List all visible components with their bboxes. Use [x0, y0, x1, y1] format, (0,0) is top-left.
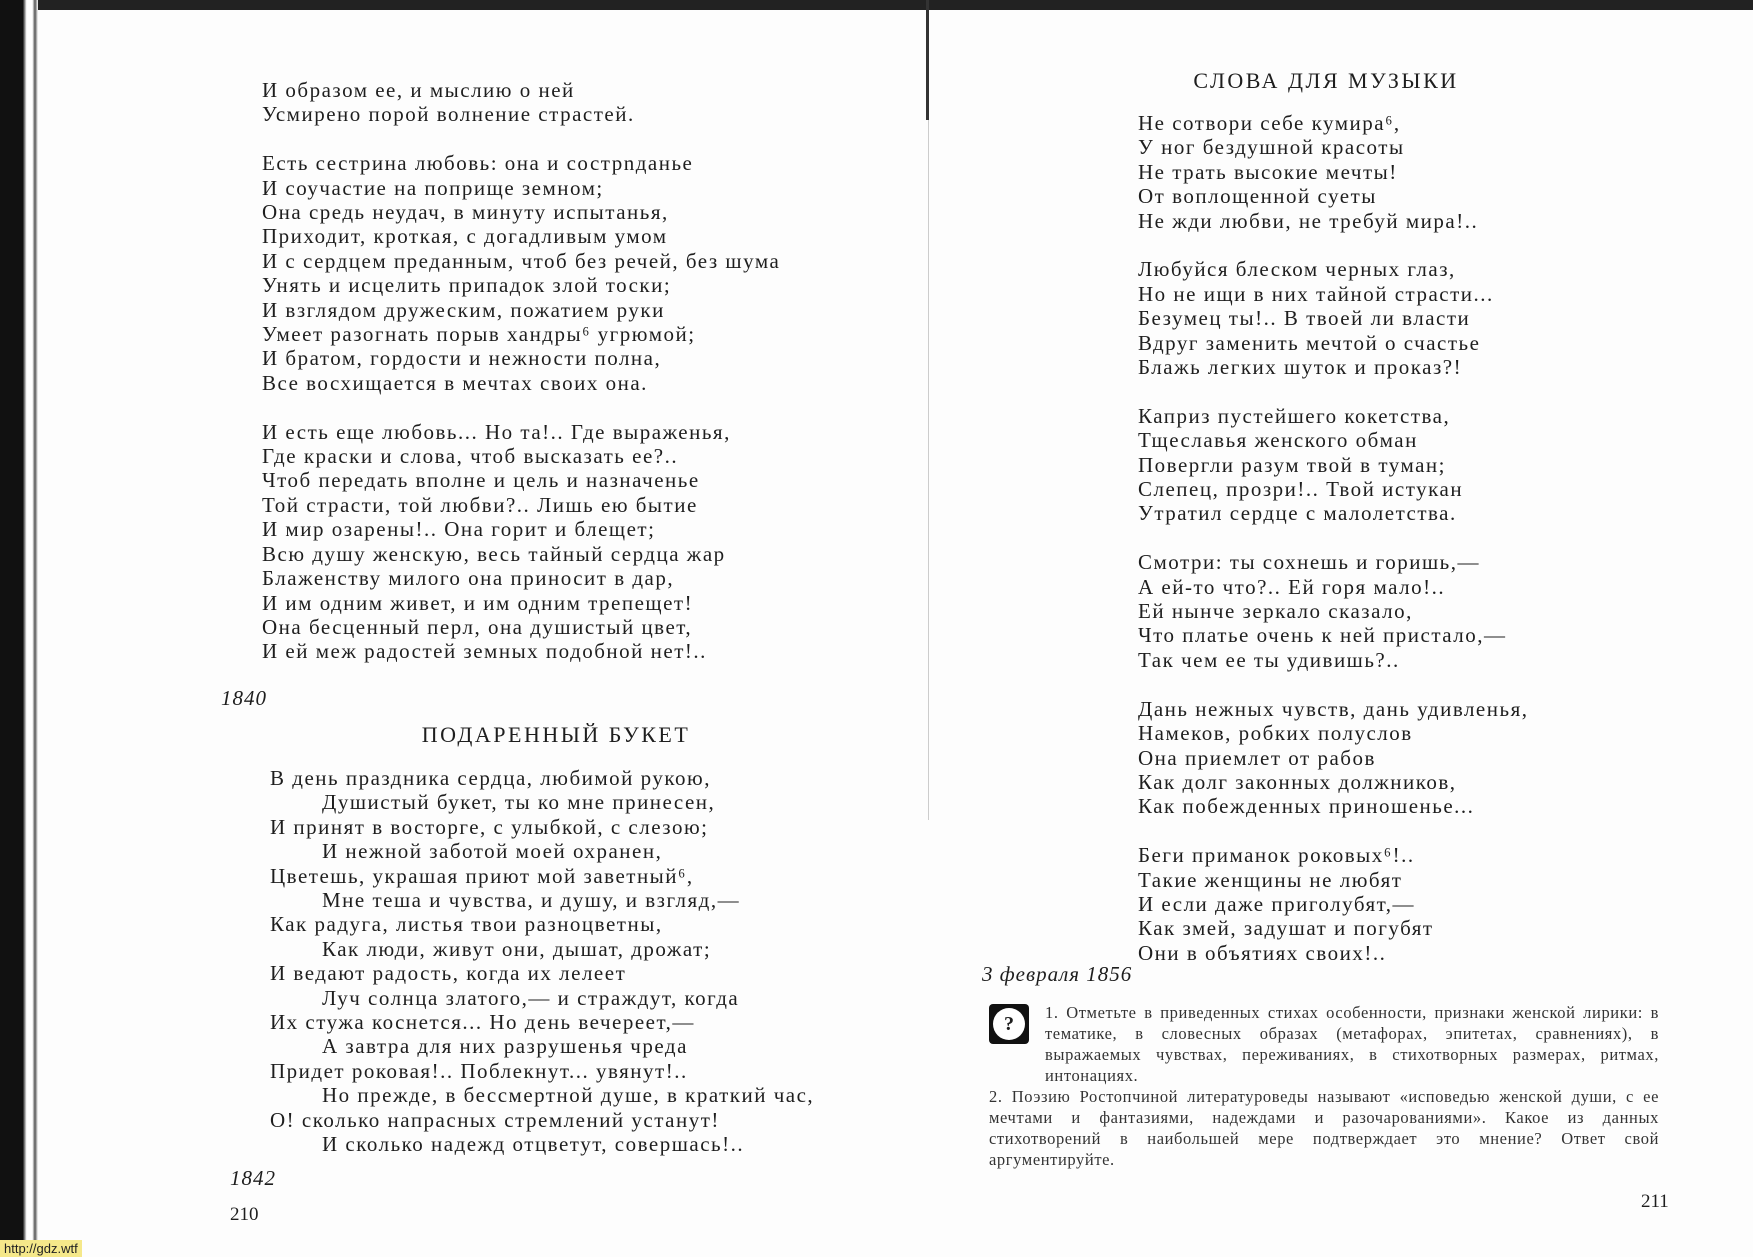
stanza	[262, 420, 780, 664]
verse-line: А ей-то что?.. Ей горя мало!..	[1138, 574, 1446, 599]
scan-left-edge	[0, 0, 38, 1240]
verse-line: Мне теша и чувства, и душу, и взгляд,—	[322, 888, 741, 913]
verse-line: Но не ищи в них тайной страсти...	[1138, 281, 1494, 306]
verse-line: Такие женщины не любят	[1138, 867, 1403, 892]
verse-line: Намеков, робких полуслов	[1138, 721, 1413, 746]
verse-line: И соучастие на поприще земном;	[262, 175, 604, 200]
verse-line: А завтра для них разрушенья чреда	[322, 1034, 688, 1059]
page-number-left: 210	[230, 1204, 259, 1225]
verse-line: И образом ее, и мыслию о ней	[262, 78, 575, 102]
verse-line: И братом, гордости и нежности полна,	[262, 346, 662, 371]
verse-line: Что платье очень к ней пристало,—	[1138, 623, 1507, 648]
verse-line: Их стужа коснется... Но день вечереет,—	[270, 1010, 695, 1035]
verse-line: Как побежденных приношенье...	[1138, 794, 1475, 819]
stanza	[1138, 697, 1528, 819]
verse-line: Вдруг заменить мечтой о счастье	[1138, 330, 1481, 355]
verse-line: Любуйся блеском черных глаз,	[1138, 257, 1456, 282]
verse-line: Цветешь, украшая приют мой заветный⁶,	[270, 863, 694, 888]
verse-line: У ног бездушной красоты	[1138, 135, 1405, 160]
poem-3-body	[1138, 111, 1528, 990]
verse-line: Придет роковая!.. Поблекнут... увянут!..	[270, 1058, 688, 1083]
verse-line: Умеет разогнать порыв хандры⁶ угрюмой;	[262, 322, 696, 347]
verse-line: Душистый букет, ты ко мне принесен,	[322, 790, 716, 815]
verse-line: Не трать высокие мечты!	[1138, 159, 1398, 184]
page-gutter-line	[928, 120, 929, 820]
verse-line: О! сколько напрасных стремлений устанут!	[270, 1107, 720, 1132]
verse-line: Так чем ее ты удивишь?..	[1138, 647, 1400, 672]
verse-line: Луч солнца златого,— и страждут, когда	[322, 985, 740, 1010]
stanza	[1138, 257, 1528, 379]
verse-line: Ей нынче зеркало сказало,	[1138, 599, 1413, 624]
verse-line: И есть еще любовь... Но та!.. Где выраженья,	[262, 419, 731, 444]
question-2: 2. Поэзию Ростопчиной литературоведы называют «исповедью женской души, с ее мечтами и фантазиями, надеждами и разочарованиями». Какое из данных стихотворений в наибольшей мере подтверждает это мнение? Ответ свой аргументируйте.	[989, 1087, 1659, 1169]
verse-line: И нежной заботой моей охранен,	[322, 839, 663, 864]
verse-line: Не сотвори себе кумира⁶,	[1138, 111, 1401, 135]
poem-2-date: 1842	[230, 1166, 276, 1190]
verse-line: Она приемлет от рабов	[1138, 745, 1376, 770]
verse-line: Не жди любви, не требуй мира!..	[1138, 208, 1479, 233]
watermark: http://gdz.wtf	[0, 1240, 82, 1257]
verse-line: Она бесценный перл, она душистый цвет,	[262, 614, 693, 639]
page-number-right: 211	[1641, 1191, 1669, 1212]
verse-line: Она средь неудач, в минуту испытанья,	[262, 200, 669, 225]
verse-line: Слепец, прозри!.. Твой истукан	[1138, 477, 1464, 502]
verse-line: Где краски и слова, чтоб высказать ее?..	[262, 444, 679, 469]
verse-line: И взглядом дружеским, пожатием руки	[262, 297, 665, 322]
poem-2-body	[270, 766, 814, 1157]
poem-3-title: СЛОВА ДЛЯ МУЗЫКИ	[1193, 68, 1459, 93]
verse-line: Унять и исцелить припадок злой тоски;	[262, 273, 672, 298]
stanza	[1138, 404, 1528, 526]
question-1: 1. Отметьте в приведенных стихах особенности, признаки женской лирики: в тематике, в словесных образах (метафорах, эпитетах, сравнениях), в выражаемых чувствах, переживаниях, в стихотворных размерах, ритмах, интонациях.	[1045, 1003, 1659, 1085]
verse-line: Утратил сердце с малолетства.	[1138, 501, 1457, 526]
verse-line: Но прежде, в бессмертной душе, в краткий час,	[322, 1083, 815, 1108]
verse-line: Безумец ты!.. В твоей ли власти	[1138, 306, 1471, 331]
verse-line: Приходит, кроткая, с догадливым умом	[262, 224, 668, 249]
verse-line: Дань нежных чувств, дань удивленья,	[1138, 696, 1529, 721]
verse-line: Беги приманок роковых⁶!..	[1138, 843, 1415, 868]
verse-line: Все восхищается в мечтах своих она.	[262, 370, 648, 395]
poem-2-title: ПОДАРЕННЫЙ БУКЕТ	[421, 722, 691, 747]
questions-block	[989, 1002, 1659, 1170]
page-gutter	[926, 0, 929, 120]
verse-line: Усмирено порой волнение страстей.	[262, 102, 635, 127]
verse-line: Как долг законных должников,	[1138, 769, 1457, 794]
stanza	[262, 151, 780, 395]
verse-line: Как люди, живут они, дышат, дрожат;	[322, 936, 712, 961]
question-mark-icon: ?	[989, 1004, 1029, 1044]
verse-line: От воплощенной суеты	[1138, 184, 1377, 209]
verse-line: Тщеславья женского обман	[1138, 428, 1418, 453]
verse-line: И сколько надежд отцветут, совершась!..	[322, 1132, 745, 1157]
verse-line: И им одним живет, и им одним трепещет!	[262, 590, 694, 615]
verse-line: И мир озарены!.. Она горит и блещет;	[262, 517, 656, 542]
stanza	[1138, 111, 1528, 233]
stanza	[1138, 550, 1528, 672]
verse-line: Как радуга, листья твои разноцветны,	[270, 912, 663, 937]
verse-line: Есть сестрина любовь: она и сострnданье	[262, 151, 694, 176]
verse-line: И если даже приголубят,—	[1138, 891, 1416, 916]
verse-line: И ей меж радостей земных подобной нет!..	[262, 639, 707, 664]
verse-line: Как змей, задушат и погубят	[1138, 916, 1434, 941]
verse-line: Каприз пустейшего кокетства,	[1138, 403, 1451, 428]
verse-line: Той страсти, той любви?.. Лишь ею бытие	[262, 492, 698, 517]
verse-line: Всю душу женскую, весь тайный сердца жар	[262, 541, 726, 566]
verse-line: В день праздника сердца, любимой рукою,	[270, 766, 711, 790]
verse-line: И ведают радость, когда их лелеет	[270, 961, 627, 986]
verse-line: Они в объятиях своих!..	[1138, 940, 1387, 965]
stanza	[1138, 843, 1528, 965]
poem-1-body	[262, 78, 780, 688]
verse-line: Блаженству милого она приносит в дар,	[262, 566, 675, 591]
verse-line: Блажь легких шуток и проказ?!	[1138, 355, 1463, 380]
stanza	[262, 78, 780, 127]
poem-1-date: 1840	[221, 686, 267, 710]
poem-3-date: 3 февраля 1856	[982, 962, 1133, 986]
verse-line: Повергли разум твой в туман;	[1138, 452, 1446, 477]
scan-top-edge	[0, 0, 1753, 10]
verse-line: И принят в восторге, с улыбкой, с слезою;	[270, 814, 709, 839]
verse-line: И с сердцем преданным, чтоб без речей, без шума	[262, 248, 781, 273]
verse-line: Смотри: ты сохнешь и горишь,—	[1138, 550, 1480, 575]
verse-line: Чтоб передать вполне и цель и назначенье	[262, 468, 700, 493]
